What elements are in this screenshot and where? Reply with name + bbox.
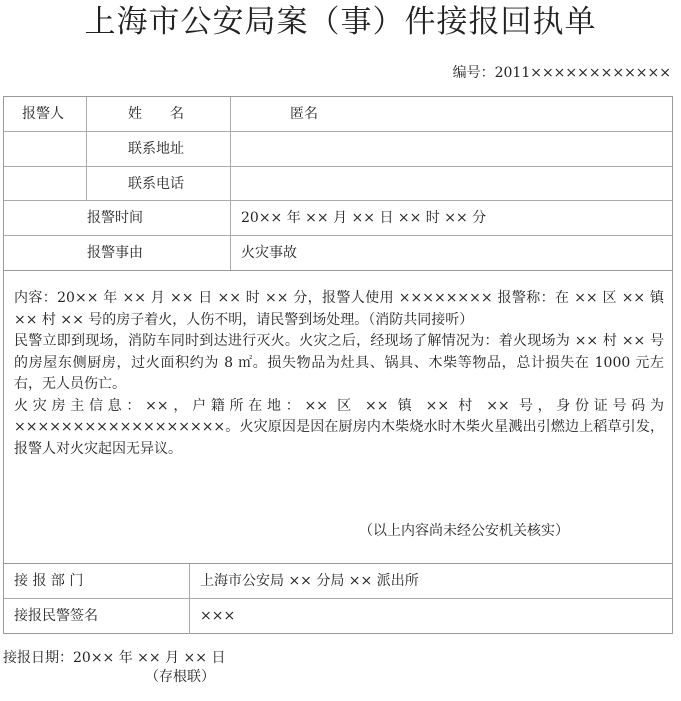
report-time-value: 20×× 年 ×× 月 ×× 日 ×× 时 ×× 分	[241, 210, 487, 226]
report-reason-label: 报警事由	[87, 245, 143, 261]
row-divider	[4, 598, 672, 599]
reporter-group-label: 报警人	[22, 106, 64, 122]
reporter-table	[3, 96, 673, 271]
document-title: 上海市公安局案（事）件接报回执单	[84, 4, 597, 40]
row-divider	[4, 131, 672, 132]
officer-signature-label: 接报民警签名	[14, 608, 98, 624]
receiving-dept-label: 接 报 部 门	[14, 573, 84, 589]
row-divider	[4, 235, 672, 236]
report-time-label: 报警时间	[87, 210, 143, 226]
receipt-date: 接报日期：20×× 年 ×× 月 ×× 日	[3, 650, 226, 666]
content-paragraph: 火灾房主信息：××，户籍所在地：×× 区 ×× 镇 ×× 村 ×× 号，身份证号码为 ××××××××××××××××××。火灾原因是因在厨房内木柴烧水时木柴火星溅出引燃边上稻草引发，报警人对火灾起因无异议。	[14, 397, 664, 457]
address-label: 联系地址	[128, 141, 184, 157]
report-reason-value: 火灾事故	[241, 245, 297, 261]
col-divider	[230, 97, 231, 271]
content-box	[3, 270, 673, 564]
row-divider	[4, 166, 672, 167]
content-paragraph: 内容：20×× 年 ×× 月 ×× 日 ×× 时 ×× 分，报警人使用 ×××××××× 报警称：在 ×× 区 ×× 镇 ×× 村 ×× 号的房子着火，人伤不明，请民警到场处理。（消防共同接听）	[14, 290, 664, 328]
officer-signature-value: ×××	[200, 608, 236, 624]
col-divider	[86, 97, 87, 201]
serial-number: 编号：2011××××××××××××	[452, 65, 671, 81]
content-text	[14, 288, 664, 460]
col-divider	[189, 564, 190, 634]
stub-label: （存根联）	[145, 669, 215, 685]
phone-label: 联系电话	[128, 176, 184, 192]
content-paragraph: 民警立即到现场，消防车同时到达进行灭火。火灾之后，经现场了解情况为：着火现场为 ×× 村 ×× 号的房屋东侧厨房，过火面积约为 8 ㎡。损失物品为灶具、锅具、木柴等物品，总计损失在 1000 元左右，无人员伤亡。	[14, 333, 664, 392]
verification-note: （以上内容尚未经公安机关核实）	[359, 523, 569, 539]
row-divider	[4, 200, 672, 201]
receiving-dept-value: 上海市公安局 ×× 分局 ×× 派出所	[200, 573, 419, 589]
name-value: 匿名	[290, 106, 318, 122]
receipt-table	[3, 563, 673, 634]
name-label: 姓 名	[128, 106, 184, 122]
